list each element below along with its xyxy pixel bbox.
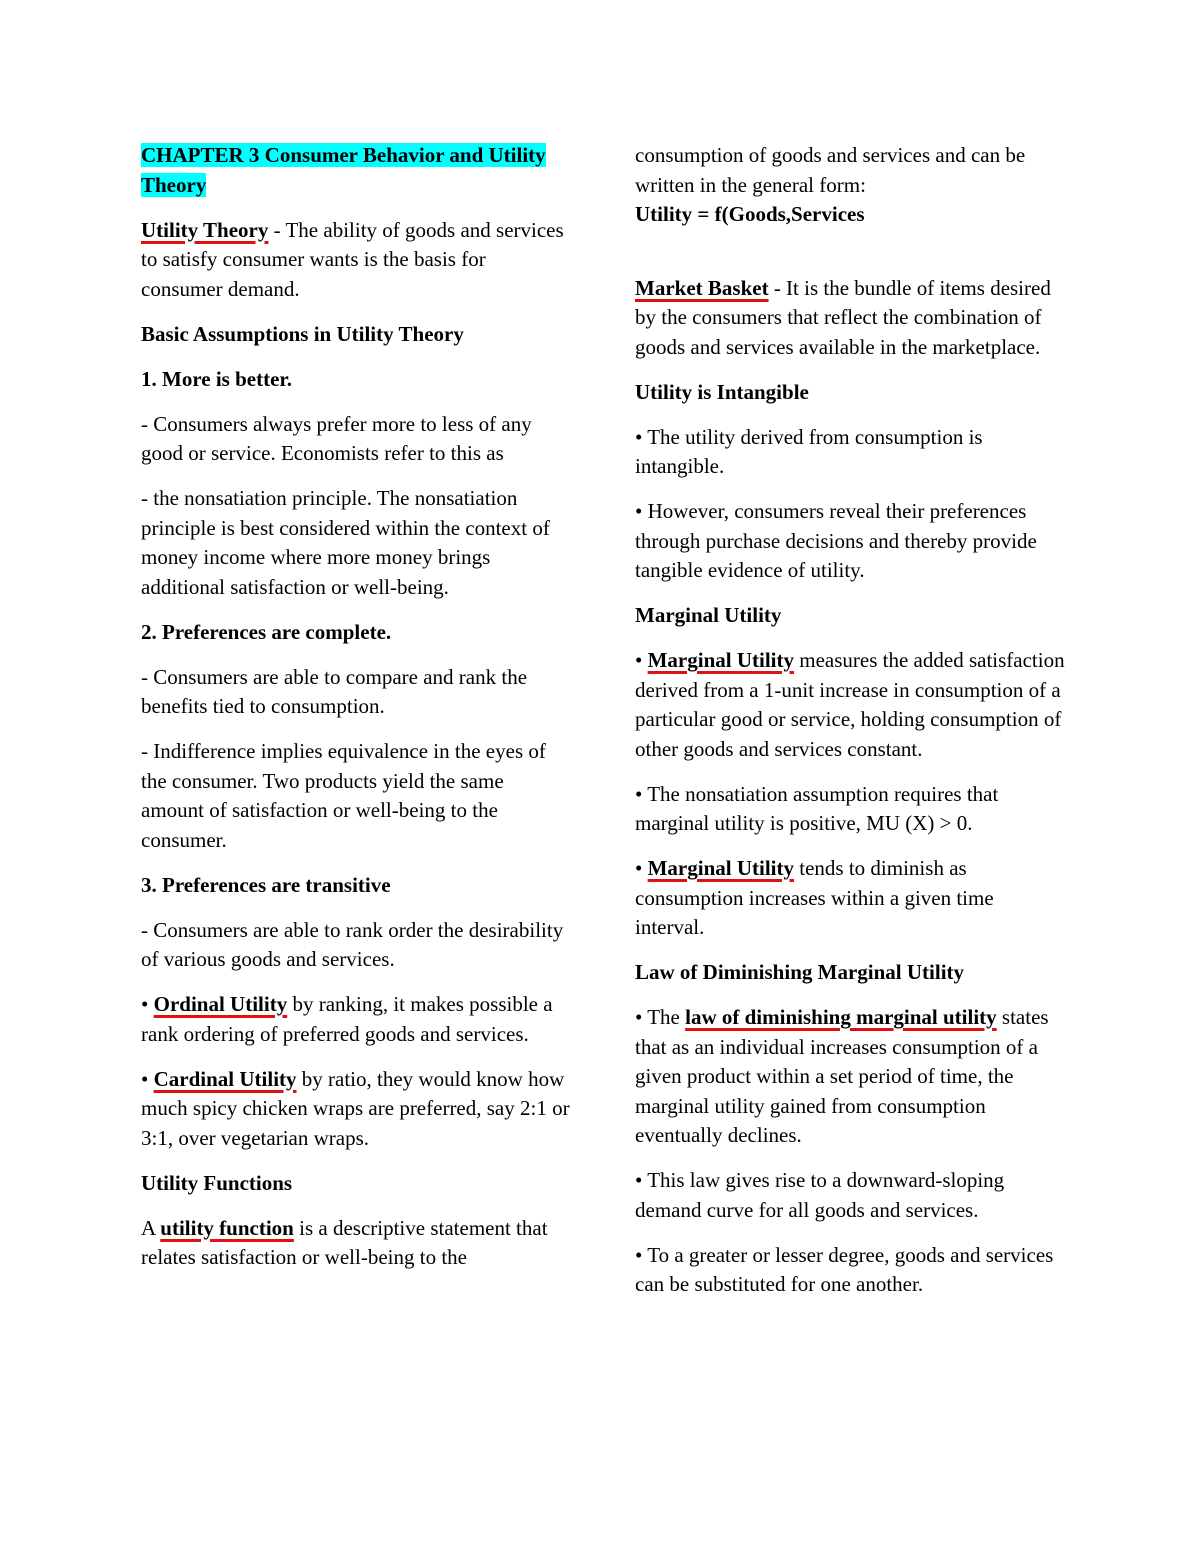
marginal-utility-para-2: • The nonsatiation assumption requires that marginal utility is positive, MU (X) > 0. [635,781,999,835]
left-column [141,141,571,1288]
utility-theory-term: Utility Theory [141,217,269,242]
market-basket-term: Market Basket [635,275,769,300]
marginal-utility-definition-2: tends to diminish as consumption increases within a given time interval. [635,856,994,939]
utility-function-para [141,1214,571,1273]
basic-assumptions-heading: Basic Assumptions in Utility Theory [141,321,464,346]
assumption-2-text-1: - Consumers are able to compare and rank the benefits tied to consumption. [141,664,528,718]
cardinal-utility-term: Cardinal Utility [153,1066,297,1091]
bullet: • [141,992,154,1016]
assumption-1-text-2: - the nonsatiation principle. The nonsatiation principle is best considered within the context of money income where more money brings additional satisfaction or well-being. [141,486,550,599]
utility-function-continued: consumption of goods and services and can be written in the general form: [635,143,1026,197]
assumption-1-heading: 1. More is better. [141,366,293,391]
law-diminishing-mu-heading: Law of Diminishing Marginal Utility [635,960,965,984]
ordinal-utility-term: Ordinal Utility [153,992,288,1016]
assumption-1-text-1: - Consumers always prefer more to less of any good or service. Economists refer to this as [141,411,532,465]
marginal-utility-para-3 [635,854,1065,943]
ordinal-utility-para [141,990,571,1049]
utility-function-term: utility function [160,1215,294,1240]
intangible-text-1: • The utility derived from consumption is intangible. [635,424,983,478]
chapter-title-para [141,141,571,200]
bullet: • [141,1066,154,1091]
law-prefix: • The [635,1005,686,1029]
cardinal-utility-definition: by ratio, they would know how much spicy chicken wraps are preferred, say 2:1 or 3:1, over vegetarian wraps. [141,1066,570,1150]
cardinal-utility-para [141,1065,571,1154]
bullet: • [635,648,648,672]
utility-function-prefix: A [141,1215,161,1240]
market-basket-definition: - It is the bundle of items desired by the consumers that reflect the combination of goods and services available in the marketplace. [635,275,1051,359]
law-diminishing-mu-term: law of diminishing marginal utility [685,1005,997,1029]
utility-theory-para [141,216,571,305]
assumption-3-heading: 3. Preferences are transitive [141,872,391,897]
utility-function-definition: is a descriptive statement that relates satisfaction or well-being to the [141,1215,548,1269]
bullet: • [635,856,648,880]
utility-intangible-heading: Utility is Intangible [635,379,809,404]
law-diminishing-mu-para-3: • To a greater or lesser degree, goods and services can be substituted for one another. [635,1242,1054,1296]
marginal-utility-definition-1: measures the added satisfaction derived from a 1-unit increase in consumption of a particular good or service, holding consumption of other goods and services constant. [635,648,1065,761]
marginal-utility-term-2: Marginal Utility [647,856,795,880]
assumption-2-text-2: - Indifference implies equivalence in the eyes of the consumer. Two products yield the same amount of satisfaction or well-being to the consumer. [141,739,546,852]
utility-functions-heading: Utility Functions [141,1170,293,1195]
right-column [635,141,1065,1315]
law-diminishing-mu-para-2: • This law gives rise to a downward-sloping demand curve for all goods and services. [635,1168,1005,1222]
chapter-title: CHAPTER 3 Consumer Behavior and Utility Theory [141,143,546,197]
utility-formula: Utility = f(Goods,Services [635,202,865,226]
intangible-text-2: • However, consumers reveal their preferences through purchase decisions and thereby provide tangible evidence of utility. [635,499,1037,582]
ordinal-utility-definition: by ranking, it makes possible a rank ordering of preferred goods and services. [141,992,553,1046]
marginal-utility-term-1: Marginal Utility [647,648,795,672]
marginal-utility-heading: Marginal Utility [635,603,782,627]
market-basket-para [635,274,1065,363]
utility-theory-definition: - The ability of goods and services to satisfy consumer wants is the basis for consumer demand. [141,217,564,301]
law-diminishing-mu-para-1 [635,1003,1065,1151]
law-diminishing-mu-definition: states that as an individual increases consumption of a given product within a set period of time, the marginal utility gained from consumption eventually declines. [635,1005,1049,1147]
assumption-2-heading: 2. Preferences are complete. [141,619,392,644]
marginal-utility-para-1 [635,646,1065,764]
assumption-3-text-1: - Consumers are able to rank order the desirability of various goods and services. [141,917,564,971]
